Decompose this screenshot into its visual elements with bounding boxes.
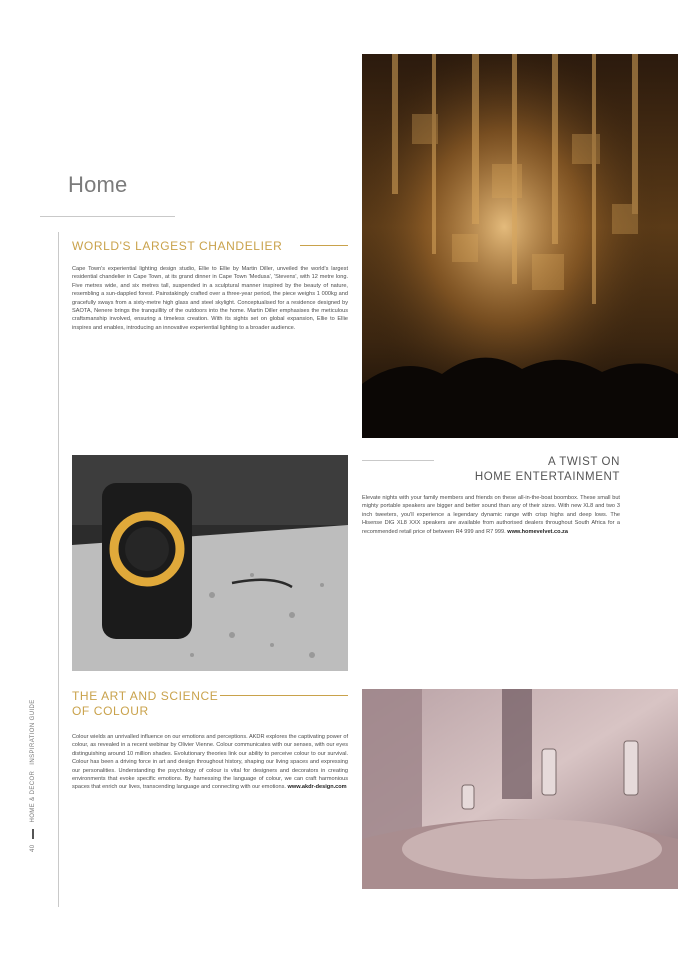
entertainment-heading-line1: A TWIST ON bbox=[547, 456, 620, 468]
chandelier-heading-rule bbox=[300, 245, 348, 246]
sidebar-label-line2: INSPIRATION GUIDE bbox=[30, 699, 36, 765]
chandelier-body: Cape Town's experiential lighting design studio, Ellie to Ellie by Martin Diller, unveiled the world's largest residential chandelier in Cape Town, at its grand dinner in Cape Town 'Medusa', 'Stevens', with 12 metre long. Five metres wide, and six metres tall, suspended in a sculptural manner inspired by the beauty of nature, resembling a sun-dappled forest. Painstakingly crafted over a three-year period, the piece weighs 1 000kg and gracefully sways from a sixty-metre high glass and steel skylight. Conceptualised for a residence designed by SAOTA, Nenere brings the tranquillity of the outdoors into the home. Martin Diller emphasises the meticulous craftsmanship involved, ensuring a timeless creation. With its sights set on global expansion, Ellie to Ellie inspires and enables, introducing an innovative experiential lighting to a broader audience. bbox=[72, 266, 348, 331]
colour-link[interactable]: www.akdr-design.com bbox=[287, 784, 347, 791]
page-title: Home bbox=[68, 172, 128, 197]
sidebar-label bbox=[22, 699, 42, 852]
entertainment-heading-line2: HOME ENTERTAINMENT bbox=[474, 471, 620, 483]
colour-heading-line2: OF COLOUR bbox=[72, 704, 149, 718]
chandelier-heading: WORLD'S LARGEST CHANDELIER bbox=[72, 239, 283, 253]
entertainment-link[interactable]: www.homevelvet.co.za bbox=[507, 528, 568, 535]
title-divider bbox=[40, 216, 175, 217]
colour-heading-line1: THE ART AND SCIENCE bbox=[72, 689, 219, 703]
sidebar-label-line1: HOME & DECOR bbox=[30, 770, 36, 823]
entertainment-heading-rule bbox=[362, 460, 434, 461]
speaker-photo bbox=[72, 455, 348, 671]
page-number: 40 bbox=[30, 844, 36, 852]
chandelier-photo bbox=[362, 54, 678, 438]
sidebar-divider bbox=[32, 829, 34, 839]
entertainment-body bbox=[362, 494, 620, 536]
bathroom-photo bbox=[362, 689, 678, 889]
entertainment-body-text: Elevate nights with your family members and friends on these all-in-the-boat boombox. These small but mighty portable speakers are bigger and better sound than any of their sizes. With new XL8 and two 3 inch tweeters, you'll experience a legendary dynamic range with crisp highs and deep lows. The Hisense DIG XL8 XXX speakers are available from authorised dealers throughout South Africa for a recommended retail price of between R4 999 and R7 999. bbox=[362, 495, 620, 535]
colour-body bbox=[72, 733, 348, 792]
column-divider bbox=[58, 232, 59, 907]
colour-body-text: Colour wields an unrivalled influence on our emotions and perceptions. AKDR explores the captivating power of colour, as revealed in a recent webinar by Olivier Vienne. Colour communicates with our senses, with our eyes distinguishing around 10 million shades. Evolutionary theories link our ability to perceive colour to our survival. Colour has been a driving force in art and design throughout history, shaping our living spaces and expressing our personalities. Understanding the psychology of colour is vital for designers and decorators in creating environments that evoke specific emotions. By harnessing the language of colour, we can craft harmonious spaces that enrich our lives, transcending language and connecting with our emotions. bbox=[72, 734, 348, 791]
colour-heading-rule bbox=[220, 695, 348, 696]
